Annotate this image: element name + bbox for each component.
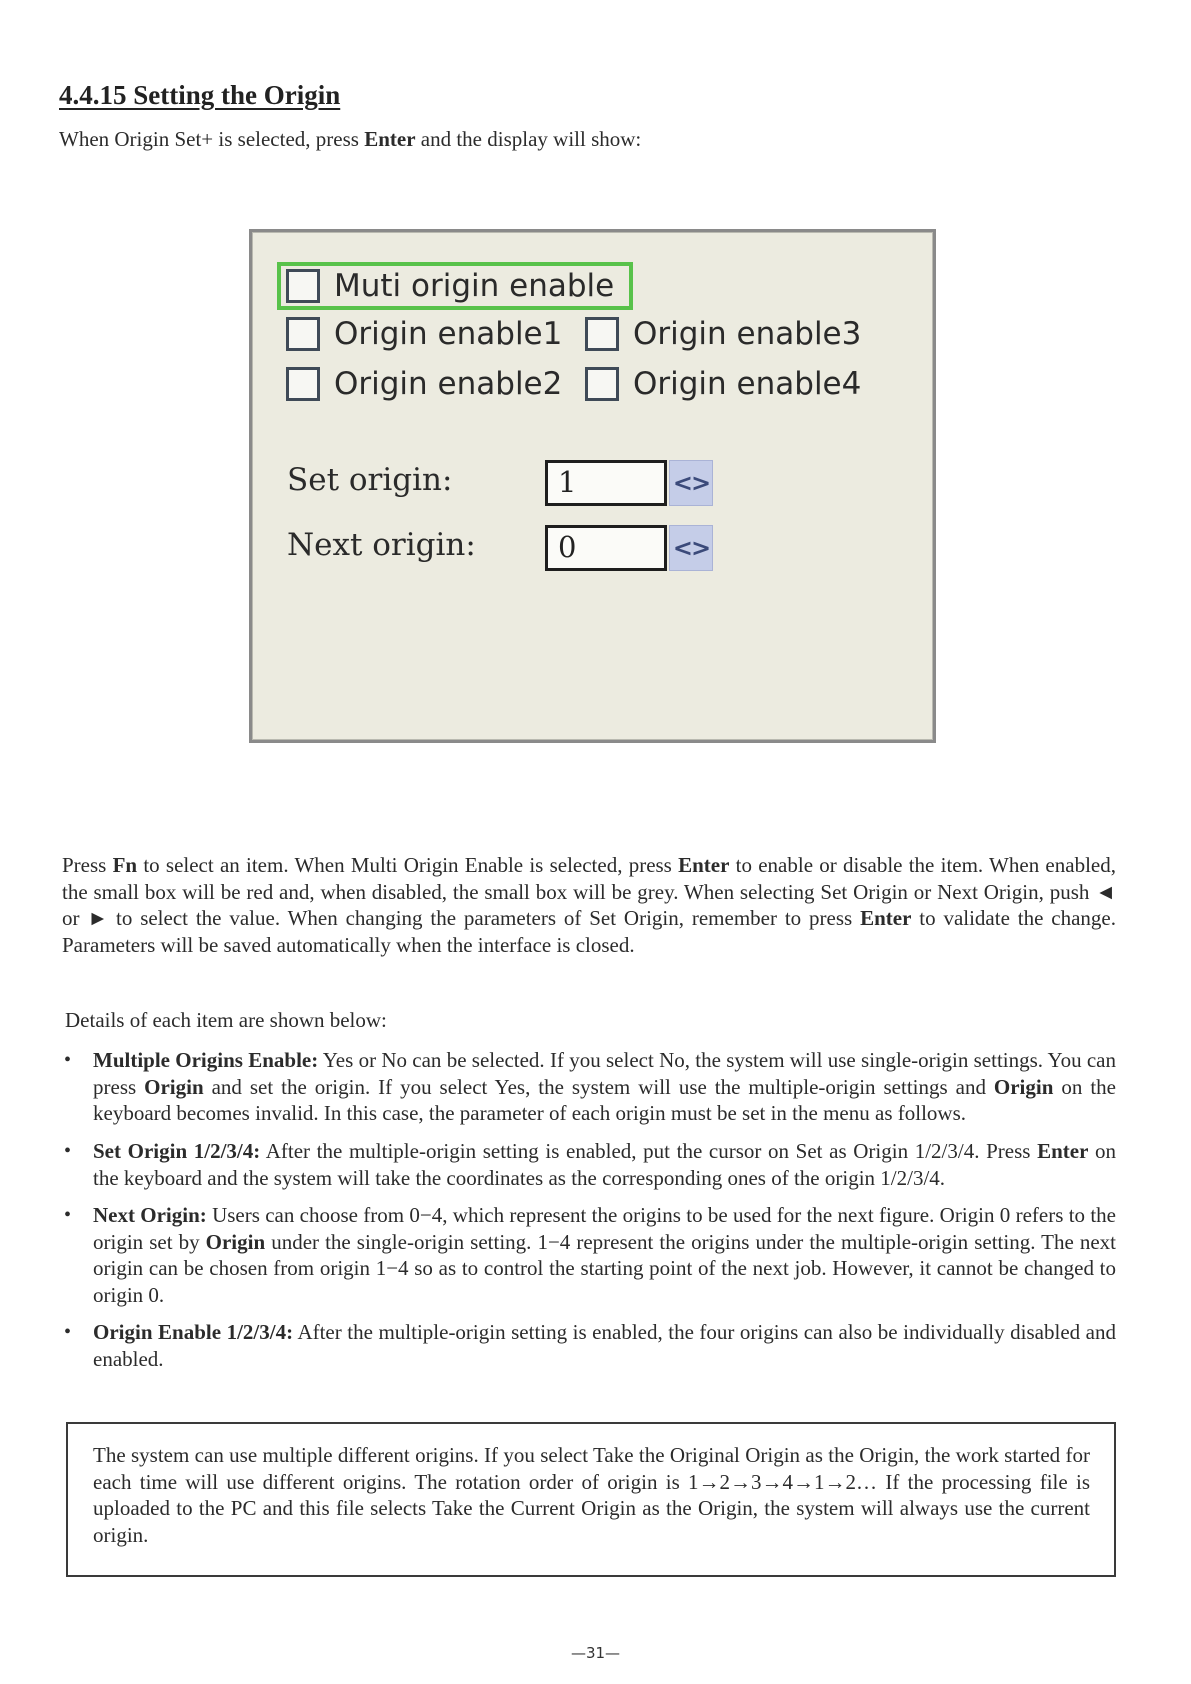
bullet-body: Yes or No can be selected. If you select No, the system will use single-origin settings. You can press bbox=[93, 1048, 1117, 1099]
bullet-title: Multiple Origins Enable: bbox=[93, 1048, 319, 1072]
bullet-dot: • bbox=[64, 1140, 72, 1162]
origin-enable4-row[interactable] bbox=[585, 366, 861, 402]
origin-enable4-label: Origin enable4 bbox=[633, 366, 862, 402]
bullet-body: After the multiple-origin setting is enabled, put the cursor on Set as Origin 1/2/3/4. Press bbox=[260, 1139, 1038, 1163]
next-origin-spinner[interactable]: <> bbox=[669, 525, 713, 571]
origin-enable1-row[interactable] bbox=[286, 316, 562, 352]
bullet-body: After the multiple-origin setting is enabled, the four origins can also be individually disabled and enabled. bbox=[93, 1320, 1116, 1371]
para-text: to validate the change. Parameters will be saved automatically when the interface is closed. bbox=[62, 906, 1116, 957]
instructions-paragraph bbox=[62, 852, 1116, 958]
origin-key-label: Origin bbox=[205, 1229, 266, 1254]
bullet-item bbox=[62, 1138, 1116, 1191]
origin-key-label: Origin bbox=[993, 1074, 1054, 1099]
bullet-body: on the keyboard becomes invalid. In this case, the parameter of each origin must be set in the menu as follows. bbox=[93, 1074, 1116, 1125]
para-text: Press bbox=[62, 853, 113, 877]
origin-enable2-checkbox[interactable] bbox=[286, 367, 320, 401]
origin-enable3-checkbox[interactable] bbox=[585, 317, 619, 351]
fn-key-label: Fn bbox=[112, 853, 138, 877]
bullet-title: Next Origin: bbox=[93, 1203, 207, 1227]
para-text: to select an item. When Multi Origin Enable is selected, press bbox=[137, 853, 679, 877]
intro-text-part: and the display will show: bbox=[415, 127, 642, 151]
bullet-body: and set the origin. If you select Yes, the system will use the multiple-origin settings and bbox=[203, 1074, 994, 1099]
origin-enable1-checkbox[interactable] bbox=[286, 317, 320, 351]
origin-enable1-label: Origin enable1 bbox=[334, 316, 563, 352]
enter-key-label: Enter bbox=[860, 906, 912, 930]
enter-key-label: Enter bbox=[678, 853, 730, 877]
bullet-dot: • bbox=[64, 1049, 72, 1071]
para-text: to enable or disable the item. When enabled, the small box will be red and, when disabled, the small box will be grey. When selecting Set Origin or Next Origin, push ◄ or ► to select the value. When changing the parameters of Set Origin, remember to press bbox=[62, 853, 1116, 930]
intro-text-part: When Origin Set+ is selected, press bbox=[59, 127, 365, 151]
bullet-dot: • bbox=[64, 1204, 72, 1226]
bullet-body: on the keyboard and the system will take the coordinates as the corresponding ones of the origin 1/2/3/4. bbox=[93, 1139, 1117, 1190]
origin-enable2-row[interactable] bbox=[286, 366, 562, 402]
origin-enable3-row[interactable] bbox=[585, 316, 861, 352]
bullet-title: Origin Enable 1/2/3/4: bbox=[93, 1320, 294, 1344]
bullet-text bbox=[93, 1138, 1116, 1191]
bullet-body: under the single-origin setting. 1−4 represent the origins under the multiple-origin setting. The next origin can be chosen from origin 1−4 so as to control the starting point of the next job. However, it cannot be changed to origin 0. bbox=[93, 1229, 1116, 1307]
bullet-item bbox=[62, 1202, 1116, 1308]
enter-key-label: Enter bbox=[1037, 1139, 1089, 1163]
bullet-text bbox=[93, 1319, 1116, 1372]
set-origin-label: Set origin: bbox=[287, 462, 453, 498]
bullet-item bbox=[62, 1047, 1116, 1127]
intro-text bbox=[59, 127, 641, 152]
muti-origin-row[interactable] bbox=[286, 268, 614, 304]
details-title: Details of each item are shown below: bbox=[65, 1008, 387, 1032]
muti-origin-label: Muti origin enable bbox=[334, 268, 615, 304]
origin-enable4-checkbox[interactable] bbox=[585, 367, 619, 401]
section-heading: 4.4.15 Setting the Origin bbox=[59, 80, 341, 110]
origin-enable2-label: Origin enable2 bbox=[334, 366, 563, 402]
next-origin-label: Next origin: bbox=[287, 527, 476, 563]
muti-origin-checkbox[interactable] bbox=[286, 269, 320, 303]
set-origin-spinner[interactable]: <> bbox=[669, 460, 713, 506]
bullet-dot: • bbox=[64, 1321, 72, 1343]
set-origin-input[interactable]: 1 bbox=[545, 460, 667, 506]
next-origin-input[interactable]: 0 bbox=[545, 525, 667, 571]
bullet-item bbox=[62, 1319, 1116, 1372]
bullet-title: Set Origin 1/2/3/4: bbox=[93, 1139, 261, 1163]
origin-key-label: Origin bbox=[144, 1074, 204, 1099]
origin-enable3-label: Origin enable3 bbox=[633, 316, 862, 352]
bullet-body: Users can choose from 0−4, which represent the origins to be used for the next figure. Origin 0 refers to the origin set by bbox=[93, 1203, 1116, 1254]
bullet-text bbox=[93, 1202, 1116, 1308]
bullet-text bbox=[93, 1047, 1116, 1127]
note-box: The system can use multiple different origins. If you select Take the Original Origin as the Origin, the work started for each time will use different origins. The rotation order of origin is 1→2→3→4→1→2… If the processing file is uploaded to the PC and this file selects Take the Current Origin as the Origin, the system will always use the current origin. bbox=[66, 1422, 1116, 1577]
page-number: —31— bbox=[570, 1644, 621, 1662]
origin-settings-panel bbox=[249, 229, 936, 743]
enter-key-label: Enter bbox=[364, 127, 416, 151]
